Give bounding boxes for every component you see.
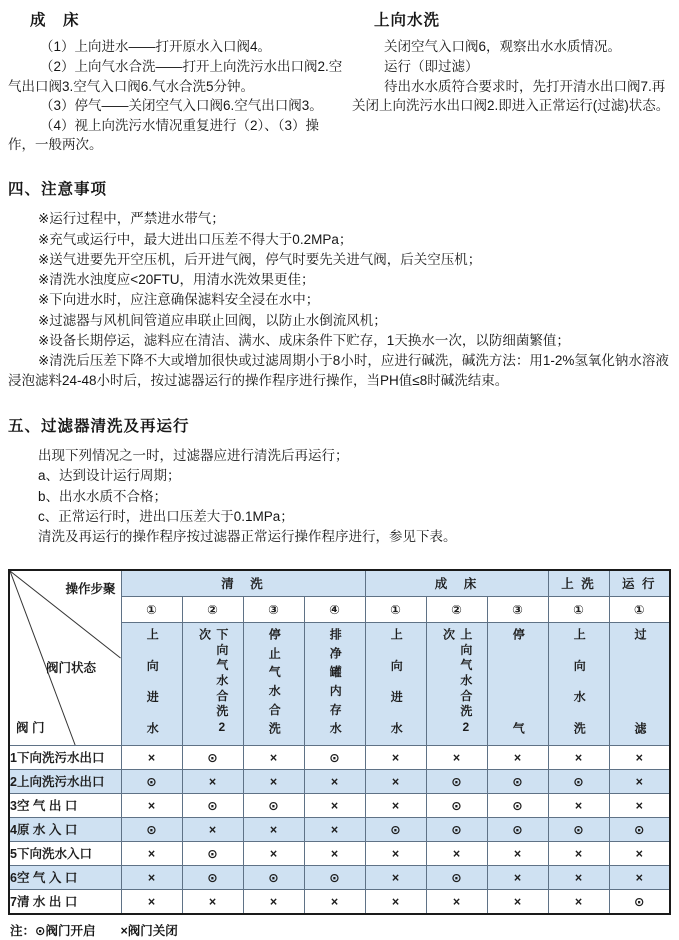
valve-state-cell: ×: [609, 770, 670, 794]
valve-state-cell: ×: [548, 890, 609, 915]
step-name: 上向进水: [365, 623, 426, 746]
valve-state-cell: ×: [609, 866, 670, 890]
step-name: 上向水洗: [548, 623, 609, 746]
step-number: ②: [426, 597, 487, 623]
valve-state-cell: ⊙: [487, 770, 548, 794]
step-number: ①: [548, 597, 609, 623]
valve-state-cell: ⊙: [182, 794, 243, 818]
valve-label: 1下向洗污水出口: [9, 746, 121, 770]
valve-state-cell: ×: [304, 770, 365, 794]
valve-state-cell: ×: [365, 842, 426, 866]
bed-forming-step: （1）上向进水——打开原水入口阀4。: [40, 39, 272, 55]
valve-state-cell: ×: [121, 890, 182, 915]
valve-state-cell: ×: [304, 890, 365, 915]
precaution-item: ※运行过程中，严禁进水带气；: [38, 211, 225, 227]
group-header-cleaning: 清 洗: [121, 570, 365, 597]
table-corner-cell: [9, 570, 121, 746]
cleaning-rerun-line: c、正常运行时，进出口压差大于0.1MPa；: [38, 508, 294, 524]
cleaning-rerun-line: a、达到设计运行周期；: [38, 468, 181, 484]
table-row: [9, 890, 670, 915]
valve-state-cell: ⊙: [426, 794, 487, 818]
valve-state-cell: ⊙: [182, 746, 243, 770]
step-number: ①: [121, 597, 182, 623]
valve-label: 7清 水 出 口: [9, 890, 121, 915]
cleaning-rerun-line: 出现下列情况之一时，过滤器应进行清洗后再运行；: [38, 448, 349, 464]
valve-state-cell: ⊙: [121, 770, 182, 794]
valve-label: 6空 气 入 口: [9, 866, 121, 890]
section-cleaning-rerun: [8, 416, 671, 548]
valve-state-cell: ×: [426, 746, 487, 770]
step-name: 上向进水: [121, 623, 182, 746]
valve-state-cell: ×: [365, 746, 426, 770]
table-row: [9, 818, 670, 842]
valve-state-cell: ⊙: [365, 818, 426, 842]
valve-state-cell: ⊙: [609, 818, 670, 842]
cleaning-rerun-line: b、出水水质不合格；: [38, 488, 168, 504]
valve-state-cell: ×: [304, 818, 365, 842]
bed-forming-step: （2）上向气水合洗——打开上向洗污水出口阀2.空气出口阀3.空气入口阀6.气水合洗5分钟。: [8, 59, 343, 94]
bed-forming-step: （3）停气——关闭空气入口阀6.空气出口阀3。: [40, 98, 323, 114]
valve-state-cell: ⊙: [548, 818, 609, 842]
upward-wash-paragraph: 待出水水质符合要求时，先打开清水出口阀7.再关闭上向洗污水出口阀2.即进入正常运行(过滤)状态。: [352, 78, 670, 114]
table-row: [9, 866, 670, 890]
table-row: [9, 842, 670, 866]
valve-state-cell: ⊙: [243, 794, 304, 818]
valve-state-cell: ⊙: [304, 866, 365, 890]
precaution-item: ※下向进水时，应注意确保滤料安全浸在水中；: [38, 292, 320, 308]
step-number: ①: [609, 597, 670, 623]
corner-label-valve: 阀 门: [16, 721, 45, 736]
valve-state-cell: ⊙: [304, 746, 365, 770]
valve-state-cell: ×: [426, 890, 487, 915]
valve-state-cell: ×: [609, 794, 670, 818]
valve-state-cell: ⊙: [426, 866, 487, 890]
corner-label-valve-state: 阀门状态: [46, 661, 97, 676]
step-number: ②: [182, 597, 243, 623]
valve-state-cell: ×: [121, 746, 182, 770]
valve-state-cell: ⊙: [182, 842, 243, 866]
step-name: 下向气水合洗2次: [182, 623, 243, 746]
valve-state-cell: ⊙: [243, 866, 304, 890]
table-row: [9, 794, 670, 818]
step-name: 过滤: [609, 623, 670, 746]
valve-state-cell: ×: [304, 842, 365, 866]
valve-state-cell: ×: [182, 818, 243, 842]
upward-wash-paragraph: 关闭空气入口阀6，观察出水水质情况。: [384, 39, 622, 55]
section-upward-wash: [348, 10, 671, 155]
valve-state-cell: ×: [243, 770, 304, 794]
precaution-item: ※设备长期停运，滤料应在清洁、满水、成床条件下贮存，1天换水一次，以防细菌繁值；: [38, 332, 570, 348]
valve-state-cell: ×: [426, 842, 487, 866]
valve-label: 3空 气 出 口: [9, 794, 121, 818]
valve-state-cell: ×: [243, 818, 304, 842]
valve-state-cell: ⊙: [182, 866, 243, 890]
section-bed-forming: [8, 10, 348, 155]
valve-state-cell: ×: [548, 794, 609, 818]
valve-state-cell: ×: [365, 794, 426, 818]
valve-state-cell: ×: [121, 842, 182, 866]
step-number: ③: [243, 597, 304, 623]
valve-state-cell: ×: [487, 890, 548, 915]
table-row: [9, 770, 670, 794]
valve-state-cell: ×: [365, 890, 426, 915]
precaution-item: ※充气或运行中，最大进出口压差不得大于0.2MPa；: [38, 231, 353, 247]
precaution-item: ※清洗后压差下降不大或增加很快或过滤周期小于8小时，应进行碱洗，碱洗方法：用1-2%氢氧化钠水溶液浸泡滤料24-48小时后，按过滤器运行的操作程序进行操作，当PH值≤8时碱洗结束。: [8, 353, 669, 389]
group-header-upwash: 上 洗: [548, 570, 609, 597]
precautions-heading: 四、注意事项: [8, 180, 108, 198]
valve-state-cell: ×: [121, 866, 182, 890]
step-number: ④: [304, 597, 365, 623]
group-header-bed-forming: 成 床: [365, 570, 548, 597]
valve-state-cell: ×: [304, 794, 365, 818]
valve-state-cell: ×: [182, 770, 243, 794]
valve-state-cell: ⊙: [426, 818, 487, 842]
valve-label: 2上向洗污水出口: [9, 770, 121, 794]
section-precautions: [8, 179, 671, 392]
valve-state-cell: ×: [243, 842, 304, 866]
valve-state-cell: ×: [548, 746, 609, 770]
valve-state-cell: ⊙: [487, 794, 548, 818]
precaution-item: ※过滤器与风机间管道应串联止回阀，以防止水倒流风机；: [38, 312, 387, 328]
step-name: 停止气水合洗: [243, 623, 304, 746]
valve-state-cell: ⊙: [121, 818, 182, 842]
step-number: ③: [487, 597, 548, 623]
cleaning-rerun-heading: 五、过滤器清洗及再运行: [8, 417, 190, 435]
valve-state-cell: ⊙: [426, 770, 487, 794]
valve-state-cell: ×: [243, 746, 304, 770]
table-group-header-row: [9, 570, 670, 597]
valve-operation-table: [8, 569, 671, 915]
valve-state-cell: ×: [487, 866, 548, 890]
cleaning-rerun-line: 清洗及再运行的操作程序按过滤器正常运行操作程序进行，参见下表。: [38, 529, 457, 545]
bed-forming-step: （4）视上向洗污水情况重复进行（2）、（3）操作，一般两次。: [8, 117, 320, 153]
group-header-run: 运 行: [609, 570, 670, 597]
valve-state-cell: ×: [487, 842, 548, 866]
step-name: 停气: [487, 623, 548, 746]
valve-state-cell: ×: [548, 842, 609, 866]
valve-state-cell: ×: [121, 794, 182, 818]
valve-state-cell: ×: [365, 770, 426, 794]
valve-state-cell: ⊙: [487, 818, 548, 842]
corner-label-operation-steps: 操作步聚: [65, 582, 116, 597]
step-name: 上向气水合洗2次: [426, 623, 487, 746]
valve-state-cell: ×: [365, 866, 426, 890]
upward-wash-heading: 上向水洗: [374, 12, 441, 29]
table-legend-note: 注：⊙阀门开启 ×阀门关闭: [10, 924, 178, 939]
valve-state-cell: ×: [182, 890, 243, 915]
valve-state-cell: ×: [548, 866, 609, 890]
valve-state-cell: ×: [487, 746, 548, 770]
step-name: 排净罐内存水: [304, 623, 365, 746]
valve-state-cell: ×: [609, 746, 670, 770]
valve-state-cell: ⊙: [548, 770, 609, 794]
top-two-column-area: [8, 10, 671, 155]
bed-forming-heading: 成 床: [30, 12, 80, 29]
upward-wash-paragraph: 运行（即过滤）: [384, 59, 479, 75]
valve-label: 5下向洗水入口: [9, 842, 121, 866]
precaution-item: ※清洗水浊度应<20FTU，用清水洗效果更佳；: [38, 272, 315, 288]
valve-label: 4原 水 入 口: [9, 818, 121, 842]
step-number: ①: [365, 597, 426, 623]
precaution-item: ※送气进要先开空压机，后开进气阀，停气时要先关进气阀，后关空压机；: [38, 251, 482, 267]
valve-state-cell: ×: [243, 890, 304, 915]
table-row: [9, 746, 670, 770]
valve-state-cell: ⊙: [609, 890, 670, 915]
valve-state-cell: ×: [609, 842, 670, 866]
